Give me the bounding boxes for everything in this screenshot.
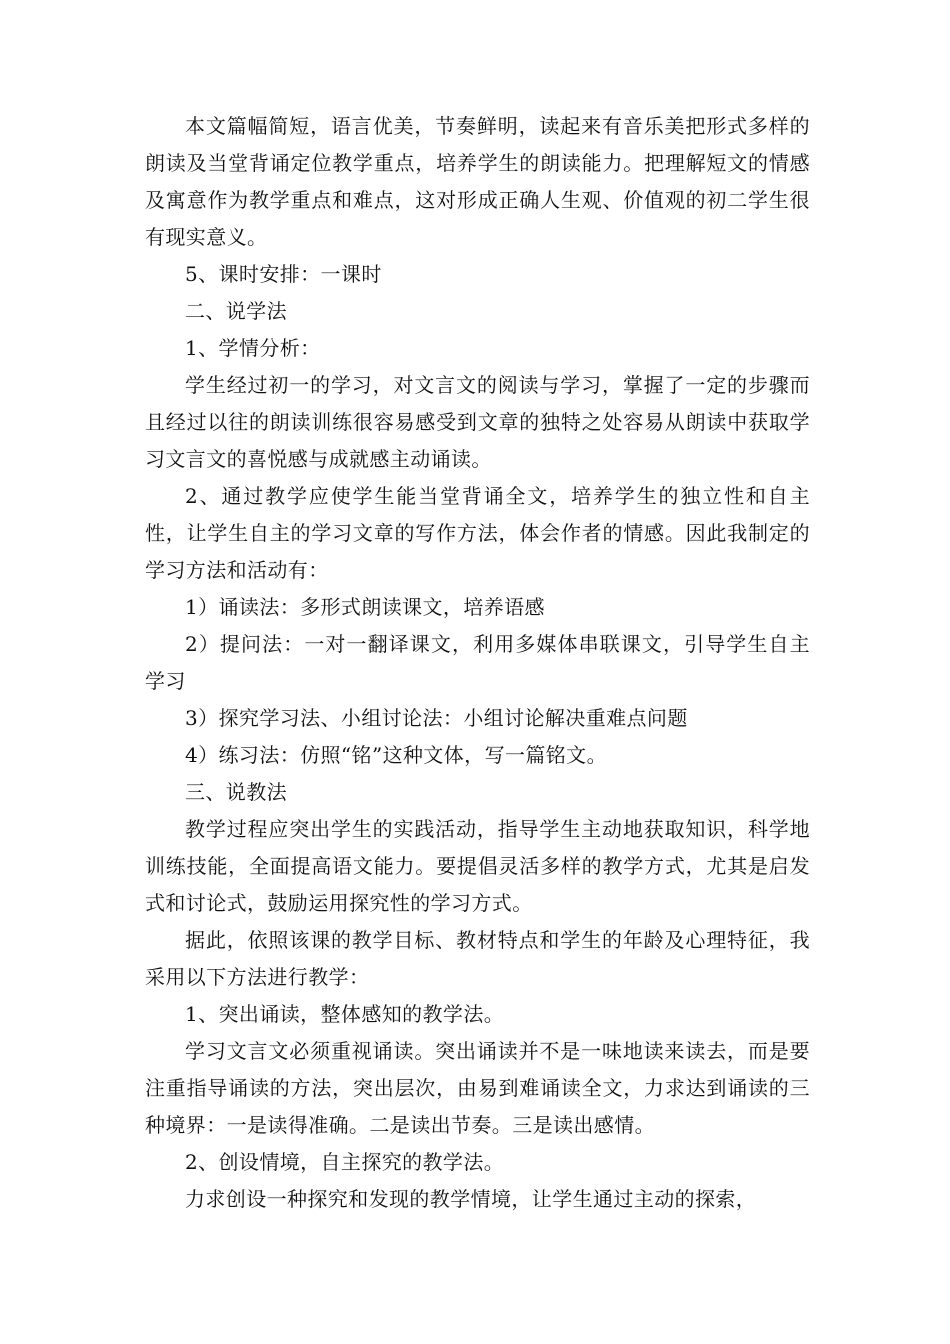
paragraph-teaching-process: 教学过程应突出学生的实践活动，指导学生主动地获取知识，科学地训练技能，全面提高语文能力。要提倡灵活多样的教学方式，尤其是启发式和讨论式，鼓励运用探究性的学习方式。 [145,817,810,915]
subheading-reading-method: 1、突出诵读，整体感知的教学法。 [185,1002,505,1026]
list-item-inquiry: 3）探究学习法、小组讨论法：小组讨论解决重难点问题 [185,706,688,730]
paragraph-student-analysis: 学生经过初一的学习，对文言文的阅读与学习，掌握了一定的步骤而且经过以往的朗读训练很容易感受到文章的独特之处容易从朗读中获取学习文言文的喜悦感与成就感主动诵读。 [145,373,810,471]
paragraph-accordingly: 据此，依照该课的教学目标、教材特点和学生的年龄及心理特征，我采用以下方法进行教学： [145,928,810,989]
paragraph-teaching-goal: 2、通过教学应使学生能当堂背诵全文，培养学生的独立性和自主性，让学生自主的学习文章的写作方法，体会作者的情感。因此我制定的学习方法和活动有： [145,484,810,582]
subheading-student-analysis: 1、学情分析： [185,336,321,360]
paragraph-situation-method: 力求创设一种探究和发现的教学情境，让学生通过主动的探索， [185,1187,757,1211]
paragraph-class-hours: 5、课时安排：一课时 [185,262,382,286]
paragraph-reading-method: 学习文言文必须重视诵读。突出诵读并不是一味地读来读去，而是要注重指导诵读的方法，突出层次，由易到难诵读全文，力求达到诵读的三种境界：一是读得准确。二是读出节奏。三是读出感情。 [145,1039,810,1137]
list-item-practice: 4）练习法：仿照“铭”这种文体，写一篇铭文。 [185,743,607,767]
list-item-reading: 1）诵读法：多形式朗读课文，培养语感 [185,595,545,619]
section-heading-study-method: 二、说学法 [185,299,287,323]
subheading-situation-method: 2、创设情境，自主探究的教学法。 [185,1150,505,1174]
document-body [145,108,810,1218]
section-heading-teaching-method: 三、说教法 [185,780,287,804]
paragraph-intro: 本文篇幅简短，语言优美，节奏鲜明，读起来有音乐美把形式多样的朗读及当堂背诵定位教学重点，培养学生的朗读能力。把理解短文的情感及寓意作为教学重点和难点，这对形成正确人生观、价值观的初二学生很有现实意义。 [145,114,810,249]
list-item-questioning: 2）提问法：一对一翻译课文，利用多媒体串联课文，引导学生自主学习 [145,632,810,693]
